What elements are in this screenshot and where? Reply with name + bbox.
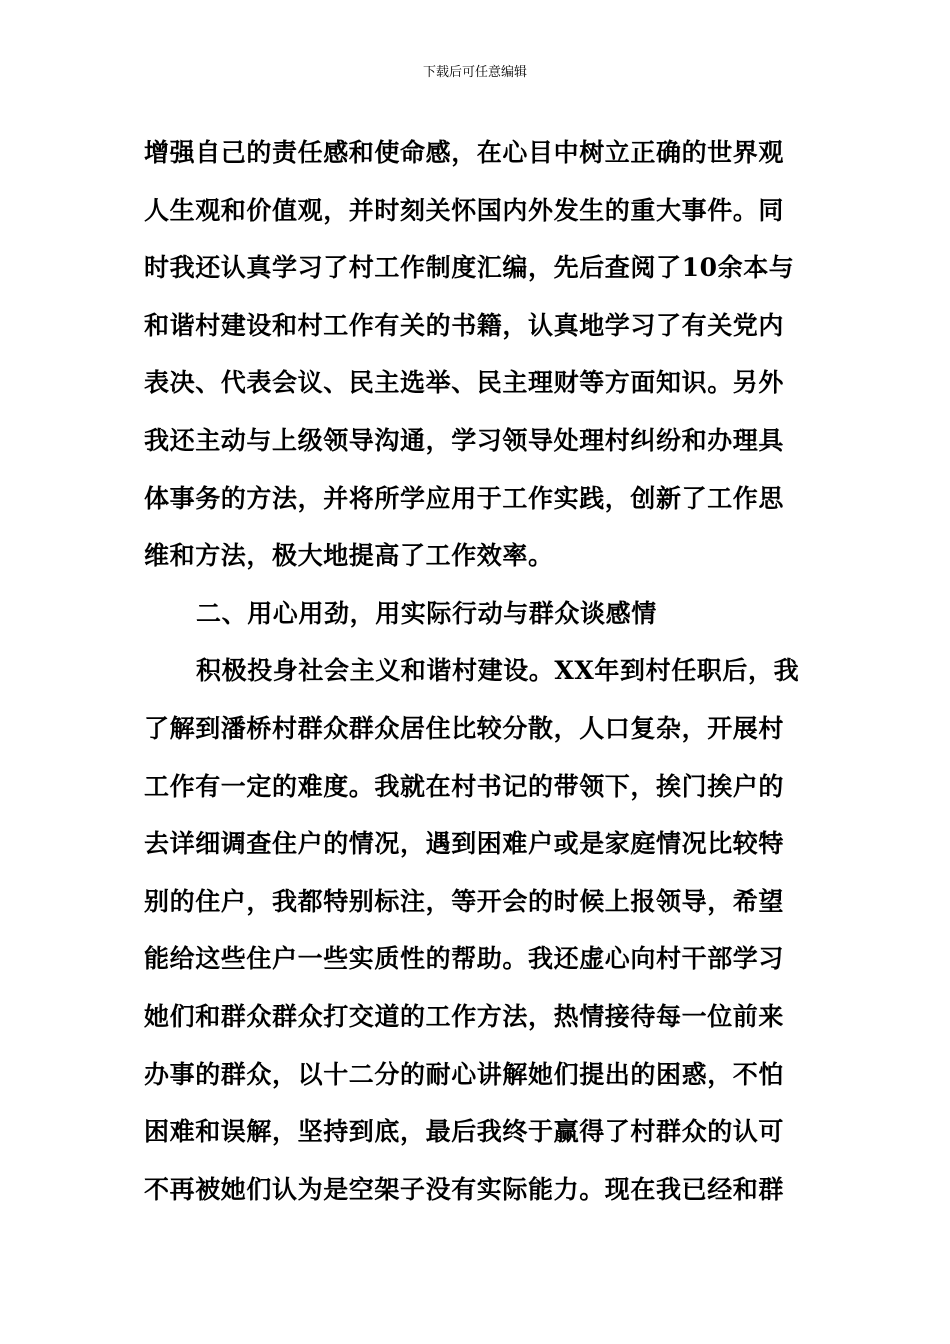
paragraph-first-line: 积极投身社会主义和谐村建设。XX年到村任职后，我	[196, 656, 800, 686]
text-line: 体事务的方法，并将所学应用于工作实践，创新了工作思	[144, 483, 785, 513]
text-line: 别的住户，我都特别标注，等开会的时候上报领导，希望	[144, 886, 785, 916]
text-line: 不再被她们认为是空架子没有实际能力。现在我已经和群	[144, 1174, 785, 1204]
text-line: 时我还认真学习了村工作制度汇编，先后查阅了10余本与	[144, 253, 795, 283]
text-line: 维和方法，极大地提高了工作效率。	[144, 541, 554, 571]
text-line: 她们和群众群众打交道的工作方法，热情接待每一位前来	[144, 1001, 785, 1031]
document-body	[144, 124, 808, 1218]
text-line: 工作有一定的难度。我就在村书记的带领下，挨门挨户的	[144, 771, 785, 801]
text-line: 表决、代表会议、民主选举、民主理财等方面知识。另外	[144, 368, 785, 398]
section-heading: 二、用心用劲，用实际行动与群众谈感情	[196, 598, 657, 628]
text-line: 能给这些住户一些实质性的帮助。我还虚心向村干部学习	[144, 944, 785, 974]
text-line: 办事的群众，以十二分的耐心讲解她们提出的困惑，不怕	[144, 1059, 785, 1089]
text-line: 去详细调查住户的情况，遇到困难户或是家庭情况比较特	[144, 829, 785, 859]
text-line: 我还主动与上级领导沟通，学习领导处理村纠纷和办理具	[144, 425, 785, 455]
text-line: 和谐村建设和村工作有关的书籍，认真地学习了有关党内	[144, 310, 785, 340]
text-line: 困难和误解，坚持到底，最后我终于赢得了村群众的认可	[144, 1117, 785, 1147]
text-line: 人生观和价值观，并时刻关怀国内外发生的重大事件。同	[144, 195, 785, 225]
text-line: 了解到潘桥村群众群众居住比较分散，人口复杂，开展村	[144, 713, 785, 743]
text-line: 增强自己的责任感和使命感，在心目中树立正确的世界观	[144, 138, 785, 167]
page-header: 下载后可任意编辑	[422, 65, 527, 80]
